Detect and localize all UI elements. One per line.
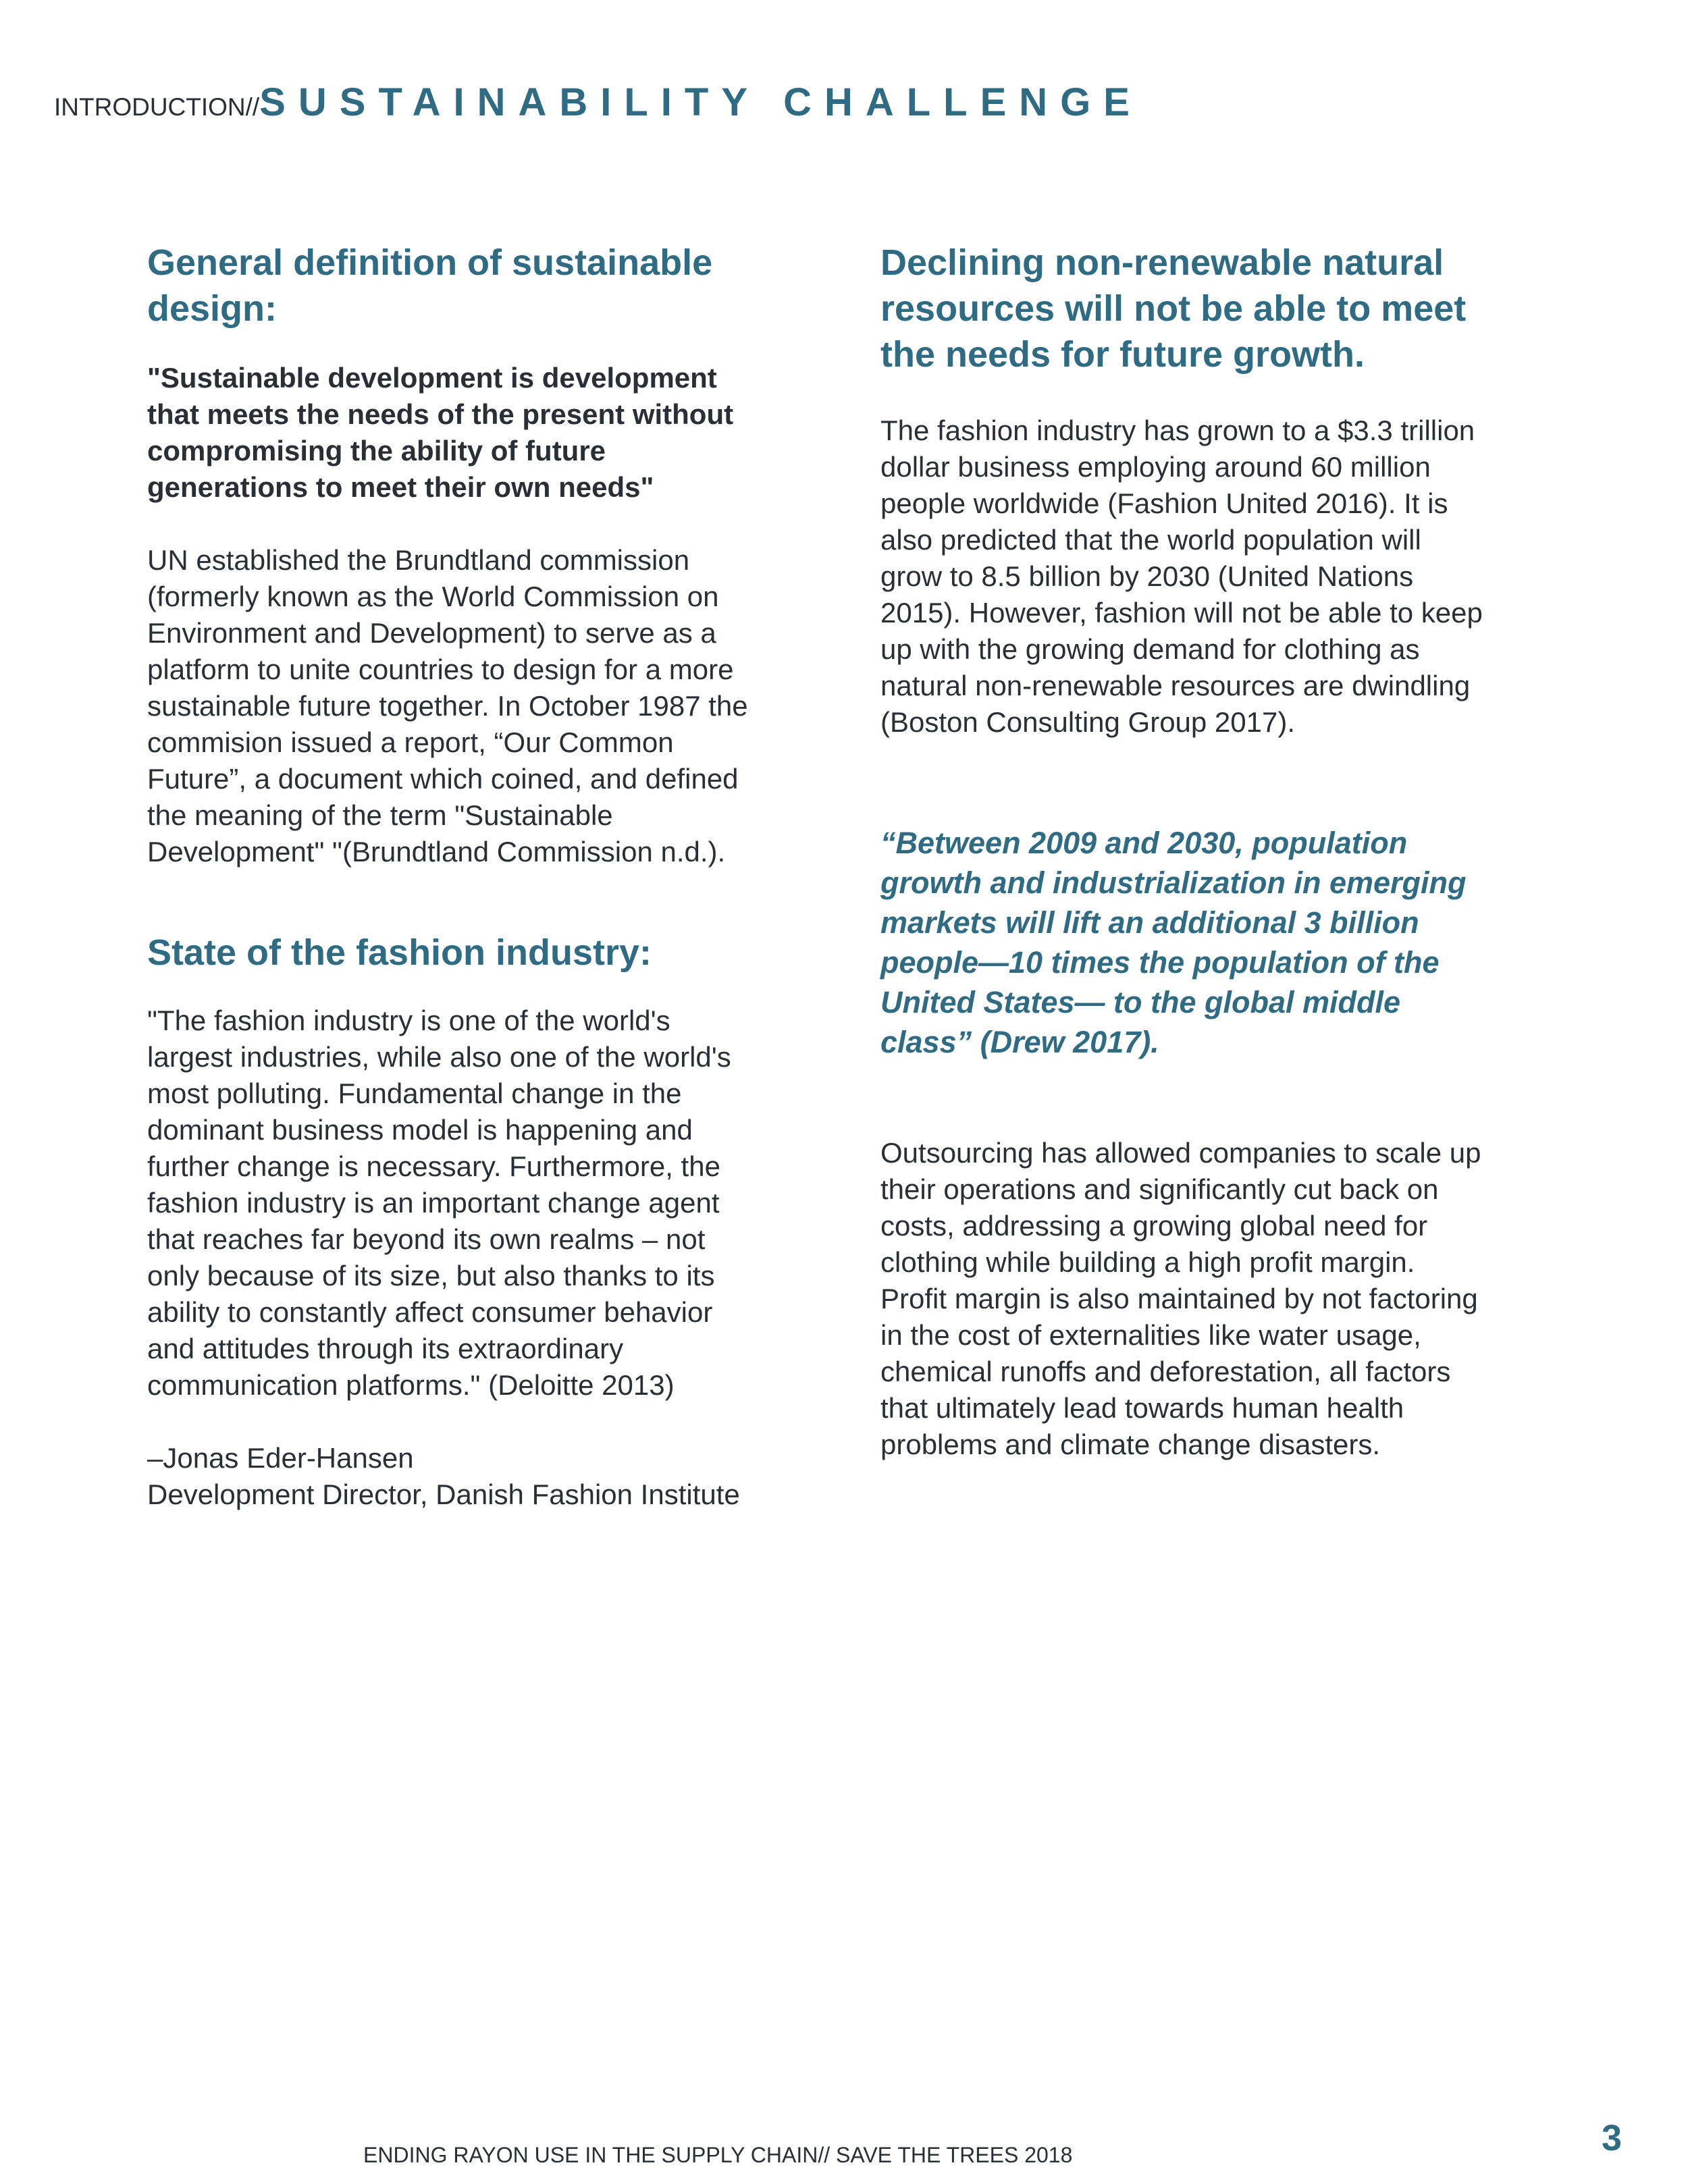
page-number: 3 bbox=[1602, 2118, 1623, 2158]
attribution-name: –Jonas Eder-Hansen bbox=[147, 1442, 414, 1474]
page-header bbox=[54, 80, 1142, 125]
definition-heading: General definition of sustainable design: bbox=[147, 242, 713, 329]
industry-heading: State of the fashion industry: bbox=[147, 932, 652, 973]
definition-quote: "Sustainable development is development that meets the needs of the present without compromising the ability of future generations to meet their own needs" bbox=[147, 362, 734, 503]
page-title: SUSTAINABILITY CHALLENGE bbox=[259, 80, 1142, 124]
brundtland-paragraph: UN established the Brundtland commission (formerly known as the World Commission on Environment and Development) to serve as a platform to unite countries to design for a more sustainable future together. In October 1987 the commision issued a report, “Our Common Future”, a document which coined, and defined the meaning of the term "Sustainable Development" "(Brundtland Commission n.d.). bbox=[147, 544, 748, 868]
right-column bbox=[880, 240, 1488, 1463]
section-label: INTRODUCTION// bbox=[54, 93, 260, 121]
population-quote: “Between 2009 and 2030, population growth and industrialization in emerging markets will lift an additional 3 billion people—10 times the population of the United States— to the global middle class” (Drew 2017). bbox=[880, 826, 1467, 1059]
resources-heading: Declining non-renewable natural resources will not be able to meet the needs for future growth. bbox=[880, 242, 1467, 375]
growth-paragraph: The fashion industry has grown to a $3.3 trillion dollar business employing around 60 million people worldwide (Fashion United 2016). It is also predicted that the world population will grow to 8.5 billion by 2030 (United Nations 2015). However, fashion will not be able to keep up with the growing demand for clothing as natural non-renewable resources are dwindling (Boston Consulting Group 2017). bbox=[880, 415, 1483, 738]
outsourcing-paragraph: Outsourcing has allowed companies to scale up their operations and significantly cut back on costs, addressing a growing global need for clothing while building a high profit margin. Profit margin is also maintained by not factoring in the cost of externalities like water usage, chemical runoffs and deforestation, all factors that ultimately lead towards human health problems and climate change disasters. bbox=[880, 1137, 1481, 1460]
footer-text: ENDING RAYON USE IN THE SUPPLY CHAIN// SAVE THE TREES 2018 bbox=[363, 2143, 1073, 2167]
attribution-role: Development Director, Danish Fashion Institute bbox=[147, 1479, 740, 1510]
industry-quote: "The fashion industry is one of the world's largest industries, while also one of the world's most polluting. Fundamental change in the dominant business model is happening and further change is necessary. Furthermore, the fashion industry is an important change agent that reaches far beyond its own realms – not only because of its size, but also thanks to its ability to constantly affect consumer behavior and attitudes through its extraordinary communication platforms." (Deloitte 2013) bbox=[147, 1005, 731, 1401]
left-column bbox=[147, 240, 755, 1513]
